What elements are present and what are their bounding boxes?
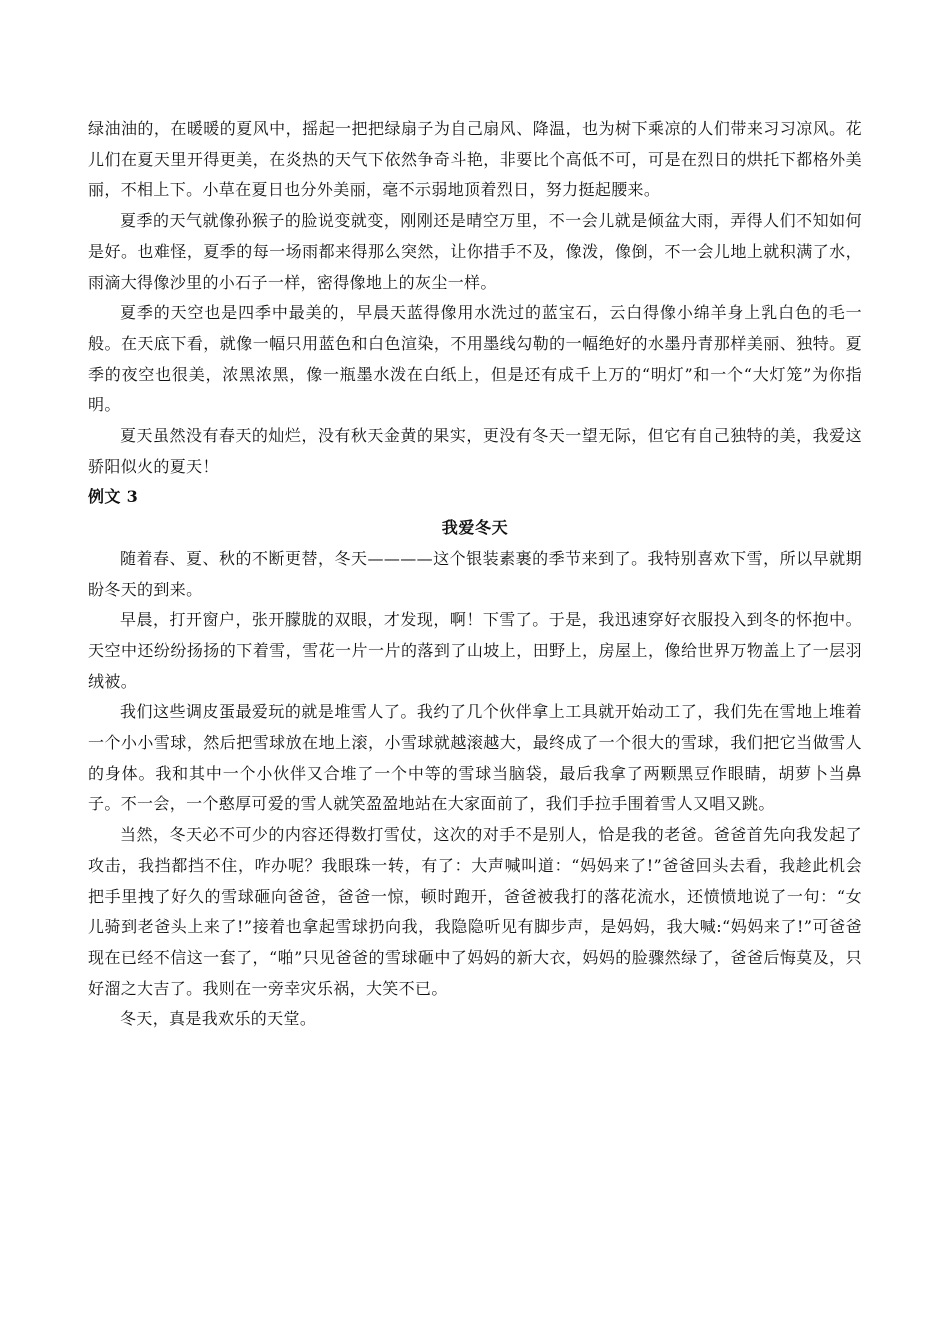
winter-paragraph-5: 冬天，真是我欢乐的天堂。 [120,1009,317,1029]
winter-paragraph-4: 当然，冬天必不可少的内容还得数打雪仗，这次的对手不是别人，恰是我的老爸。爸爸首先向我发起了攻击，我挡都挡不住，咋办呢？我眼珠一转，有了：大声喊叫道：“妈妈来了!”爸爸回头去看，我趁此机会把手里拽了好久的雪球砸向爸爸，爸爸一惊，顿时跑开，爸爸被我打的落花流水，还愤愤地说了一句：“女儿骑到老爸头上来了!”接着也拿起雪球扔向我，我隐隐听见有脚步声，是妈妈，我大喊:“妈妈来了!”可爸爸现在已经不信这一套了，“啪”只见爸爸的雪球砸中了妈妈的新大衣，妈妈的脸骤然绿了，爸爸后悔莫及，只好溜之大吉了。我则在一旁幸灾乐祸，大笑不已。 [88,825,862,998]
summer-paragraph-1: 绿油油的，在暖暖的夏风中，摇起一把把绿扇子为自己扇风、降温，也为树下乘凉的人们带来习习凉风。花儿们在夏天里开得更美，在炎热的天气下依然争奇斗艳，非要比个高低不可，可是在烈日的烘托下都格外美丽，不相上下。小草在夏日也分外美丽，毫不示弱地顶着烈日，努力挺起腰来。 [88,119,862,200]
summer-paragraph-2: 夏季的天气就像孙猴子的脸说变就变，刚刚还是晴空万里，不一会儿就是倾盆大雨，弄得人们不知如何是好。也难怪，夏季的每一场雨都来得那么突然，让你措手不及，像泼，像倒，不一会儿地上就积满了水，雨滴大得像沙里的小石子一样，密得像地上的灰尘一样。 [88,211,862,292]
winter-paragraph-1: 随着春、夏、秋的不断更替，冬天————这个银装素裹的季节来到了。我特别喜欢下雪，所以早就期盼冬天的到来。 [88,548,862,599]
essay-title: 我爱冬天 [441,518,509,538]
winter-paragraph-3: 我们这些调皮蛋最爱玩的就是堆雪人了。我约了几个伙伴拿上工具就开始动工了，我们先在雪地上堆着一个小小雪球，然后把雪球放在地上滚，小雪球就越滚越大，最终成了一个很大的雪球，我们把它当做雪人的身体。我和其中一个小伙伴又合堆了一个中等的雪球当脑袋，最后我拿了两颗黑豆作眼睛，胡萝卜当鼻子。不一会，一个憨厚可爱的雪人就笑盈盈地站在大家面前了，我们手拉手围着雪人又唱又跳。 [88,702,862,814]
summer-paragraph-3: 夏季的天空也是四季中最美的，早晨天蓝得像用水洗过的蓝宝石，云白得像小绵羊身上乳白色的毛一般。在天底下看，就像一幅只用蓝色和白色渲染，不用墨线勾勒的一幅绝好的水墨丹青那样美丽、独特。夏季的夜空也很美，浓黑浓黑，像一瓶墨水泼在白纸上，但是还有成千上万的“明灯”和一个“大灯笼”为你指明。 [88,303,862,415]
winter-paragraph-2: 早晨，打开窗户，张开朦胧的双眼，才发现，啊！下雪了。于是，我迅速穿好衣服投入到冬的怀抱中。天空中还纷纷扬扬的下着雪，雪花一片一片的落到了山坡上，田野上，房屋上，像给世界万物盖上了一层羽绒被。 [88,610,862,691]
example-label: 例文 3 [88,487,139,507]
summer-paragraph-4: 夏天虽然没有春天的灿烂，没有秋天金黄的果实，更没有冬天一望无际，但它有自己独特的美，我爱这骄阳似火的夏天！ [88,426,862,476]
